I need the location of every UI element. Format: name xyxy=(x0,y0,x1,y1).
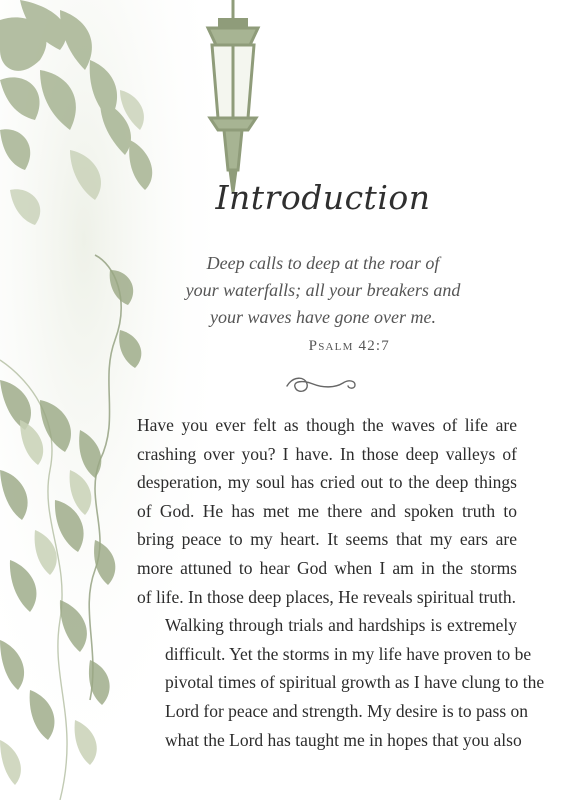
epigraph-line: your waves have gone over me. xyxy=(210,307,436,327)
text-line: more attuned to hear God when I am in the storms xyxy=(137,557,517,578)
hanging-lantern-icon xyxy=(188,0,278,200)
text-line: pivotal times of spiritual growth as I have clung to the xyxy=(165,672,545,693)
epigraph xyxy=(168,250,478,331)
epigraph-line: your waterfalls; all your breakers and xyxy=(185,280,461,300)
text-line: desperation, my soul has cried out to the deep things xyxy=(137,472,517,493)
text-line: Walking through trials and hardships is extremely xyxy=(165,615,517,636)
text-line: crashing over you? I have. In those deep valleys of xyxy=(137,443,517,464)
text-line: of God. He has met me there and spoken truth to xyxy=(137,500,517,521)
epigraph-line: Deep calls to deep at the roar of xyxy=(206,253,440,273)
epigraph-citation: Psalm 42:7 xyxy=(308,338,390,354)
body-text xyxy=(137,411,545,754)
page-title: Introduction xyxy=(215,178,431,217)
text-line: difficult. Yet the storms in my life have proven to be xyxy=(165,643,532,664)
paragraph xyxy=(137,611,545,754)
paragraph xyxy=(137,411,517,611)
text-line: of life. In those deep places, He reveals spiritual truth. xyxy=(137,586,517,607)
text-line: what the Lord has taught me in hopes that you also xyxy=(165,729,522,750)
text-line: bring peace to my heart. It seems that my ears are xyxy=(137,529,517,550)
flourish-icon xyxy=(283,372,359,396)
text-line: Lord for peace and strength. My desire is to pass on xyxy=(165,700,529,721)
text-line: Have you ever felt as though the waves of life are xyxy=(137,415,517,435)
